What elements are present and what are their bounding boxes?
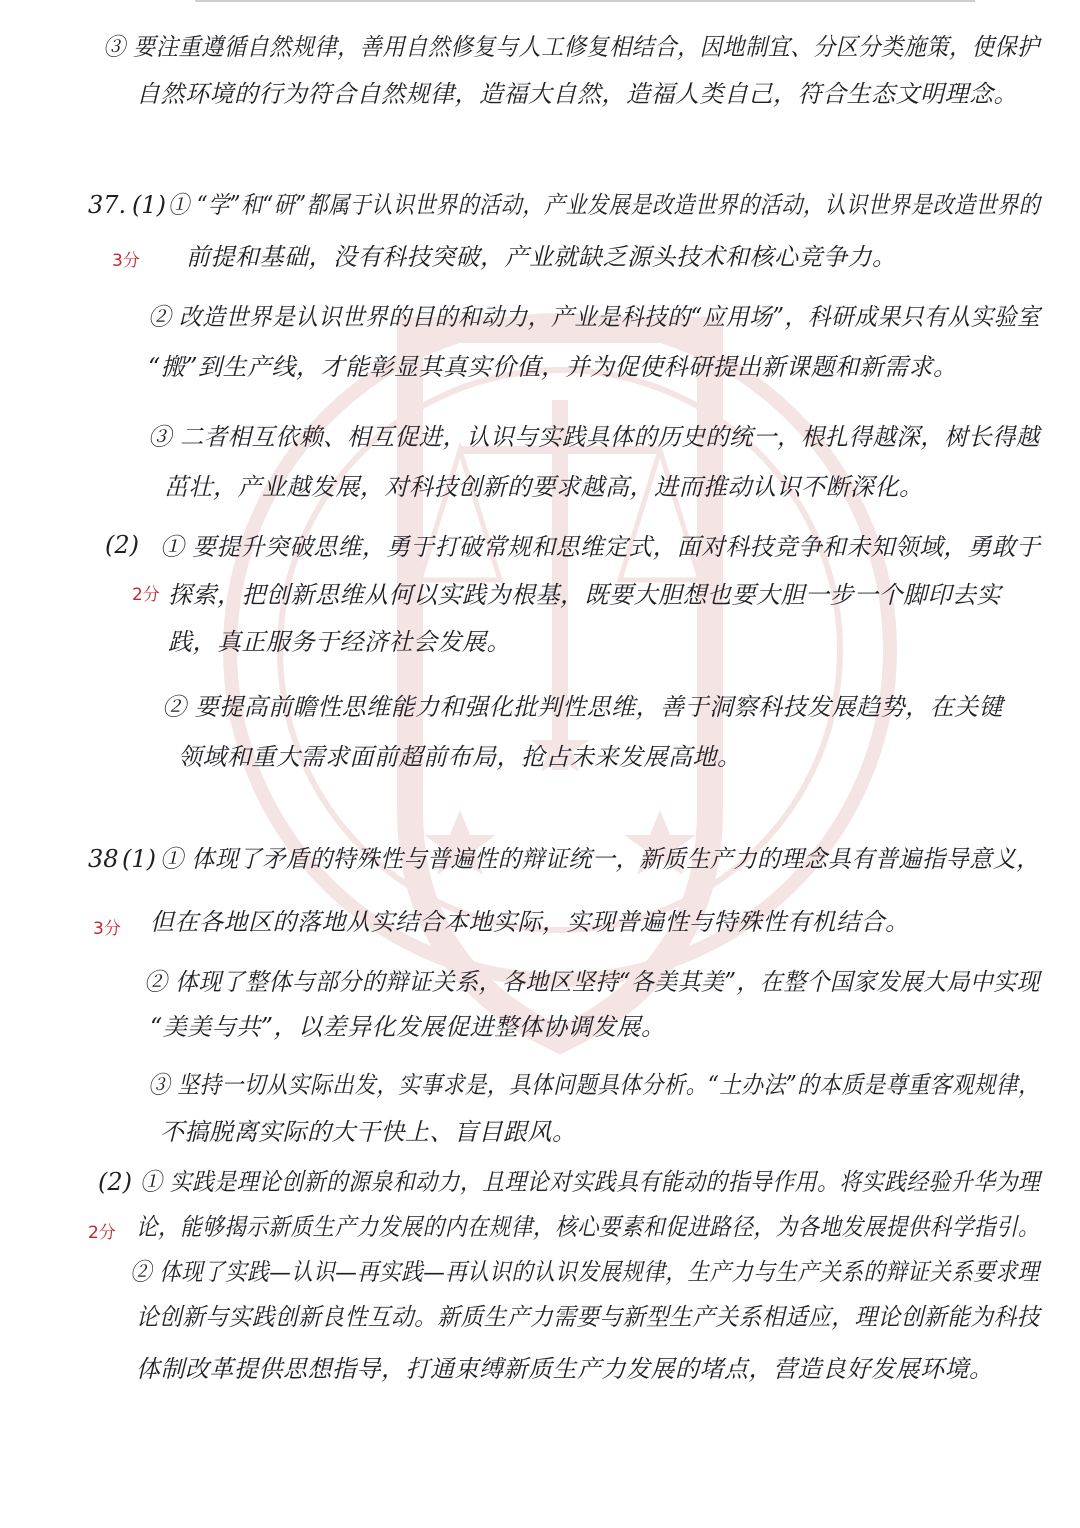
q38-p2-item1-line2: 论，能够揭示新质生产力发展的内在规律，核心要素和促进路径，为各地发展提供科学指引。 <box>136 1213 1041 1241</box>
q38-part2-score: 2分 <box>88 1223 116 1243</box>
q38-p1-item1-line2: 但在各地区的落地从实结合本地实际，实现普遍性与特殊性有机结合。 <box>150 908 910 936</box>
question-37-number: 37. <box>88 191 127 219</box>
prev-item3-line1: ③ 要注重遵循自然规律，善用自然修复与人工修复相结合，因地制宜、分区分类施策，使保护 <box>103 33 1040 61</box>
q38-p1-item3-line2: 不搞脱离实际的大干快上、盲目跟风。 <box>160 1118 577 1146</box>
q37-p1-item2-line2: “搬”到生产线，才能彰显其真实价值，并为促使科研提出新课题和新需求。 <box>148 353 958 381</box>
q37-p2-item1-line2: 探索，把创新思维从何以实践为根基，既要大胆想也要大胆一步一个脚印去实 <box>168 581 1001 609</box>
q37-p2-item1-line1: ① 要提升突破思维，勇于打破常规和思维定式，面对科技竞争和未知领域，勇敢于 <box>160 533 1041 561</box>
q37-p1-item1-line1: ① “学”和“研”都属于认识世界的活动，产业发展是改造世界的活动，认识世界是改造世界的 <box>168 191 1041 219</box>
question-38-number: 38 <box>88 845 119 873</box>
q37-part1-score: 3分 <box>112 251 140 271</box>
q38-p2-item2-line1: ② 体现了实践—认识—再实践—再认识的认识发展规律，生产力与生产关系的辩证关系要求理 <box>130 1258 1040 1286</box>
prev-item3-line2: 自然环境的行为符合自然规律，造福大自然，造福人类自己，符合生态文明理念。 <box>136 80 1018 108</box>
q37-p2-item2-line1: ② 要提高前瞻性思维能力和强化批判性思维，善于洞察科技发展趋势，在关键 <box>162 693 1004 721</box>
q37-part1-label: (1) <box>132 191 166 219</box>
q37-p2-item2-line2: 领域和重大需求面前超前布局，抢占未来发展高地。 <box>178 743 742 771</box>
q37-p1-item3-line1: ③ 二者相互依赖、相互促进，认识与实践具体的历史的统一，根扎得越深，树长得越 <box>148 423 1040 451</box>
q38-p1-item2-line2: “美美与共”，以差异化发展促进整体协调发展。 <box>150 1013 666 1041</box>
q38-p2-item2-line3: 体制改革提供思想指导，打通束缚新质生产力发展的堵点，营造良好发展环境。 <box>136 1355 994 1383</box>
q38-part1-label: (1) <box>122 845 156 873</box>
top-divider <box>195 0 975 2</box>
q38-p1-item3-line1: ③ 坚持一切从实际出发，实事求是，具体问题具体分析。“土办法”的本质是尊重客观规律， <box>148 1071 1041 1099</box>
q38-p2-item2-line2: 论创新与实践创新良性互动。新质生产力需要与新型生产关系相适应，理论创新能为科技 <box>136 1303 1040 1331</box>
q37-p1-item1-line2: 前提和基础，没有科技突破，产业就缺乏源头技术和核心竞争力。 <box>186 243 897 271</box>
q38-p1-item1-line1: ① 体现了矛盾的特殊性与普遍性的辩证统一，新质生产力的理念具有普遍指导意义， <box>160 845 1040 873</box>
q38-p1-item2-line1: ② 体现了整体与部分的辩证关系，各地区坚持“各美其美”，在整个国家发展大局中实现 <box>144 968 1040 996</box>
q37-p1-item3-line2: 茁壮，产业越发展，对科技创新的要求越高，进而推动认识不断深化。 <box>164 473 924 501</box>
q37-part2-label: (2) <box>105 531 139 559</box>
q37-part2-score: 2分 <box>132 585 160 605</box>
q38-p2-item1-line1: ① 实践是理论创新的源泉和动力，且理论对实践具有能动的指导作用。将实践经验升华为理 <box>140 1168 1041 1196</box>
q37-p2-item1-line3: 践，真正服务于经济社会发展。 <box>168 628 511 656</box>
q37-p1-item2-line1: ② 改造世界是认识世界的目的和动力，产业是科技的“应用场”，科研成果只有从实验室 <box>148 303 1041 331</box>
q38-part2-label: (2) <box>98 1168 132 1196</box>
q38-part1-score: 3分 <box>93 919 121 939</box>
